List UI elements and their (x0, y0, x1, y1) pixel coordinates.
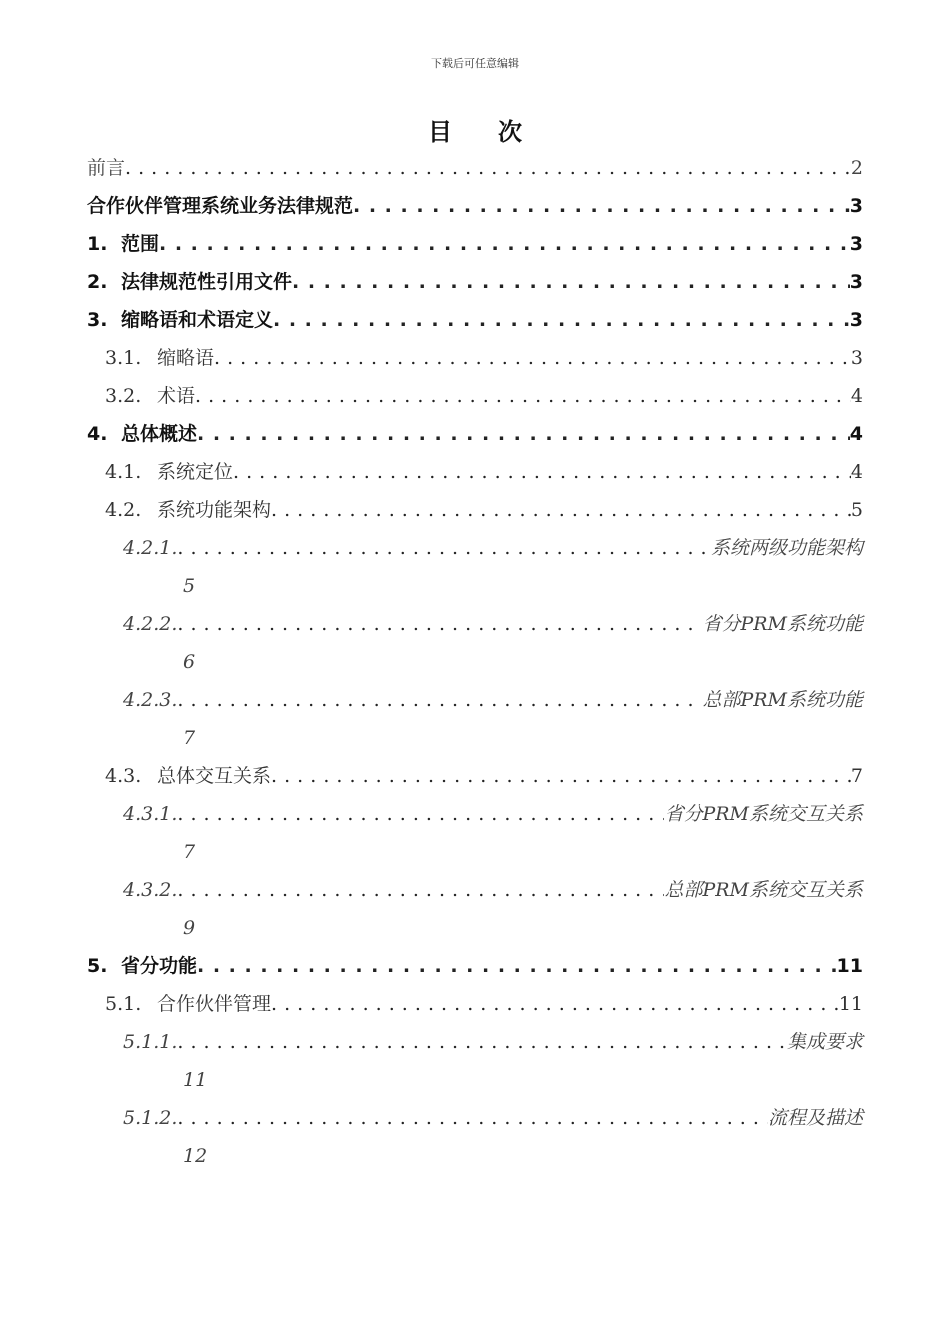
toc-entry-page: 6 (183, 651, 196, 673)
toc-entry-page: 5 (183, 575, 196, 597)
toc-entry-1[interactable] (87, 226, 863, 264)
toc-entry-label: 合作伙伴管理 (157, 993, 272, 1015)
dot-leader (159, 226, 850, 262)
dot-leader (125, 150, 851, 186)
toc-entry-label: 省分PRM系统交互关系 (664, 803, 863, 825)
toc-entry-label: 系统两级功能架构 (710, 537, 863, 559)
dot-leader (195, 378, 851, 414)
dot-leader (177, 1024, 787, 1060)
toc-entry-label: 总体交互关系 (157, 765, 272, 787)
toc-entry-number: 3.2. (105, 385, 142, 407)
dot-leader (177, 872, 664, 908)
toc-entry-label: 前言 (87, 157, 126, 179)
toc-entry-number: 5.1.2. (123, 1107, 178, 1129)
toc-entry-4-3[interactable] (105, 758, 863, 796)
toc-entry-number: 4.1. (105, 461, 142, 483)
toc-entry-3[interactable] (87, 302, 863, 340)
toc-entry-label: 系统定位 (157, 461, 234, 483)
dot-leader (273, 302, 850, 338)
toc-entry-page: 2 (850, 157, 863, 179)
toc-entry-4-2-3[interactable] (123, 682, 863, 720)
toc-entry-page: 4 (850, 385, 863, 407)
toc-entry-page: 3 (849, 195, 863, 217)
toc-entry-5[interactable] (87, 948, 863, 986)
dot-leader (214, 340, 851, 376)
toc-entry-label: 缩略语 (157, 347, 215, 369)
toc-entry-2[interactable] (87, 264, 863, 302)
toc-entry-page: 11 (836, 955, 863, 977)
toc-entry-page: 7 (850, 765, 863, 787)
toc-entry-4-2-2[interactable] (123, 606, 863, 644)
header-note: 下载后可任意编辑 (431, 57, 519, 70)
toc-entry-number: 4.2.1. (123, 537, 178, 559)
toc-entry-number: 4.2. (105, 499, 142, 521)
toc-entry-page: 4 (849, 423, 863, 445)
toc-entry-foreword[interactable] (87, 150, 863, 188)
toc-entry-label: 省分PRM系统功能 (702, 613, 863, 635)
dot-leader (177, 682, 702, 718)
toc-entry-number: 4.3.1. (123, 803, 178, 825)
toc-entry-label: 合作伙伴管理系统业务法律规范 (87, 195, 354, 217)
toc-entry-number: 4.2.3. (123, 689, 178, 711)
toc-entry-page: 3 (849, 309, 863, 331)
toc-entry-number: 3. (87, 309, 108, 331)
toc-title: 目次 (428, 118, 568, 146)
toc-entry-main-title[interactable] (87, 188, 863, 226)
toc-entry-label: 范围 (121, 233, 160, 255)
toc-entry-5-1-2[interactable] (123, 1100, 863, 1138)
toc-entry-label: 集成要求 (786, 1031, 863, 1053)
dot-leader (271, 492, 851, 528)
toc-entry-page: 11 (838, 993, 863, 1015)
toc-entry-4-3-1[interactable] (123, 796, 863, 834)
dot-leader (271, 758, 851, 794)
toc-entry-page: 12 (183, 1145, 208, 1167)
toc-entry-number: 1. (87, 233, 108, 255)
toc-entry-number: 5.1. (105, 993, 142, 1015)
toc-entry-3-2[interactable] (105, 378, 863, 416)
toc-entry-page: 11 (183, 1069, 208, 1091)
toc-entry-page: 7 (183, 841, 196, 863)
toc-entry-number: 5. (87, 955, 108, 977)
toc-entry-number: 2. (87, 271, 108, 293)
toc-entry-page: 3 (849, 271, 863, 293)
dot-leader (197, 416, 850, 452)
toc-entry-4-3-2[interactable] (123, 872, 863, 910)
toc-entry-label: 法律规范性引用文件 (121, 271, 293, 293)
toc-entry-label: 总体概述 (121, 423, 198, 445)
toc-entry-page: 7 (183, 727, 196, 749)
toc-entry-3-1[interactable] (105, 340, 863, 378)
toc-entry-5-1-1[interactable] (123, 1024, 863, 1062)
toc-entry-5-1[interactable] (105, 986, 863, 1024)
toc-entry-number: 3.1. (105, 347, 142, 369)
dot-leader (197, 948, 837, 984)
dot-leader (177, 606, 702, 642)
toc-entry-number: 4.3. (105, 765, 142, 787)
toc-entry-number: 4.2.2. (123, 613, 178, 635)
dot-leader (177, 1100, 768, 1136)
toc-entry-page: 5 (850, 499, 863, 521)
toc-entry-label: 缩略语和术语定义 (121, 309, 274, 331)
dot-leader (233, 454, 851, 490)
toc-entry-page: 9 (183, 917, 196, 939)
toc-entry-label: 总部PRM系统交互关系 (664, 879, 863, 901)
toc-entry-page: 4 (850, 461, 863, 483)
dot-leader (271, 986, 839, 1022)
toc-entry-label: 术语 (157, 385, 196, 407)
dot-leader (292, 264, 850, 300)
dot-leader (177, 530, 711, 566)
toc-entry-4-1[interactable] (105, 454, 863, 492)
toc-entry-label: 总部PRM系统功能 (702, 689, 863, 711)
toc-entry-label: 流程及描述 (767, 1107, 863, 1129)
dot-leader (353, 188, 850, 224)
toc-entry-4-2-1[interactable] (123, 530, 863, 568)
toc-entry-number: 5.1.1. (123, 1031, 178, 1053)
dot-leader (177, 796, 664, 832)
toc-entry-label: 省分功能 (121, 955, 198, 977)
toc-entry-page: 3 (849, 233, 863, 255)
toc-entry-4-2[interactable] (105, 492, 863, 530)
toc-entry-number: 4.3.2. (123, 879, 178, 901)
toc-entry-4[interactable] (87, 416, 863, 454)
toc-entry-number: 4. (87, 423, 108, 445)
toc-entry-label: 系统功能架构 (157, 499, 272, 521)
toc-entry-page: 3 (850, 347, 863, 369)
